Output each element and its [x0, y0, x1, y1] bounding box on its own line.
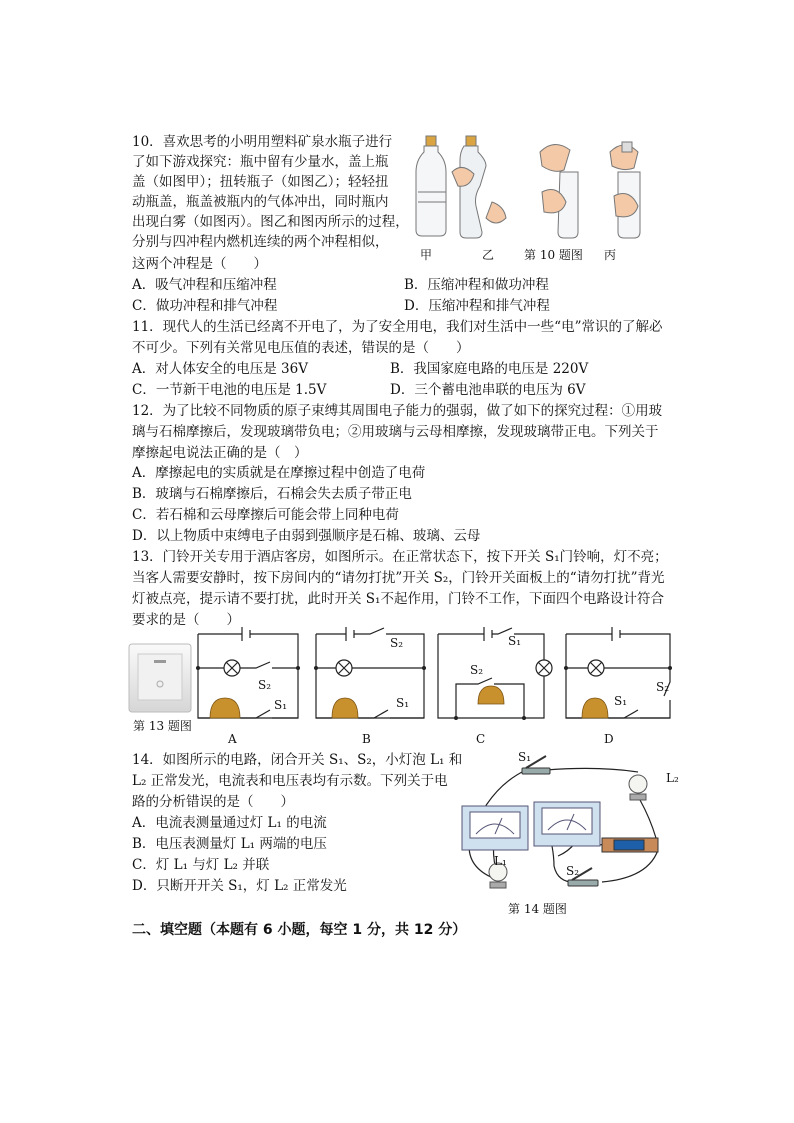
circuit-label-d: D	[604, 732, 614, 746]
bottle-yi-illustration	[452, 136, 506, 238]
q12-option-a: A．摩擦起电的实质就是在摩擦过程中创造了电荷	[132, 465, 426, 481]
section-2-heading: 二、填空题（本题有 6 小题，每空 1 分，共 12 分）	[132, 922, 467, 938]
q10-option-d: D．压缩冲程和排气冲程	[404, 298, 550, 314]
q13-line-2: 当客人需要安静时，按下房间内的“请勿打扰”开关 S₂，门铃开关面板上的“请勿打扰”背光	[132, 570, 665, 586]
q12-line-3: 摩擦起电说法正确的是（ ）	[132, 445, 308, 461]
q10-option-b: B．压缩冲程和做功冲程	[404, 277, 549, 293]
q14-s2-label: S₂	[566, 864, 580, 878]
q12-option-c: C．若石棉和云母摩擦后可能会带上同种电荷	[132, 507, 399, 523]
q14-l2-label: L₂	[666, 771, 679, 785]
q13-line-3: 灯被点亮，提示请不要打扰，此时开关 S₁不起作用，门铃不工作，下面四个电路设计符合	[132, 591, 664, 607]
q10-fig-caption: 第 10 题图	[524, 248, 583, 262]
circuit-label-c: C	[476, 732, 486, 746]
q10-label-yi: 乙	[482, 248, 495, 262]
q12-line-2: 璃与石棉摩擦后，发现玻璃带负电；②用玻璃与云母相摩擦，发现玻璃带正电。下列关于	[132, 424, 659, 440]
ammeter-icon	[534, 802, 600, 846]
q11-option-a: A．对人体安全的电压是 36V	[132, 361, 308, 377]
q14-line-3: 路的分析错误的是（ ）	[132, 794, 294, 810]
circuit-d-s2-label: S₂	[656, 680, 670, 694]
q10-line-6: 分别与四冲程内燃机连续的两个冲程相似，	[132, 234, 389, 250]
circuit-d-s1-label: S₁	[614, 694, 628, 708]
q12-line-1: 12．为了比较不同物质的原子束缚其周围电子能力的强弱，做了如下的探究过程：①用玻	[132, 403, 663, 419]
q10-line-5: 出现白雾（如图丙）。图乙和图丙所示的过程，	[132, 214, 409, 230]
q14-line-2: L₂ 正常发光，电流表和电压表均有示数。下列关于电	[132, 773, 448, 789]
q10-option-c: C．做功冲程和排气冲程	[132, 298, 278, 314]
q11-option-b: B．我国家庭电路的电压是 220V	[390, 361, 589, 377]
circuit-b-s1-label: S₁	[396, 696, 410, 710]
circuit-c-s2-label: S₂	[470, 663, 484, 677]
q11-option-d: D．三个蓄电池串联的电压为 6V	[390, 382, 586, 398]
circuit-a-s2-label: S₂	[258, 678, 272, 692]
q13-circuits	[194, 624, 674, 724]
q10-line-1: 10．喜欢思考的小明用塑料矿泉水瓶子进行	[132, 134, 393, 150]
q10-label-bing: 丙	[604, 248, 617, 262]
q10-line-7: 这两个冲程是（ ）	[132, 256, 267, 272]
q14-line-1: 14．如图所示的电路，闭合开关 S₁、S₂，小灯泡 L₁ 和	[132, 752, 463, 768]
circuit-c-s1-label: S₁	[508, 634, 522, 648]
q10-line-4: 动瓶盖，瓶盖被瓶内的气体冲出，同时瓶内	[132, 194, 389, 210]
circuit-label-b: B	[362, 732, 371, 746]
circuit-label-a: A	[228, 732, 237, 746]
q13-fig-caption: 第 13 题图	[133, 719, 192, 733]
voltmeter-icon	[462, 806, 528, 850]
q10-label-jia: 甲	[420, 248, 433, 262]
q12-option-b: B．玻璃与石棉摩擦后，石棉会失去质子带正电	[132, 486, 412, 502]
q10-line-3: 盖（如图甲）；扭转瓶子（如图乙）；轻轻扭	[132, 174, 389, 190]
circuit-a-s1-label: S₁	[274, 698, 288, 712]
battery-icon	[602, 838, 658, 852]
bottle-bing-hands-illustration	[540, 142, 640, 238]
q14-l1-label: L₁	[494, 854, 507, 868]
q10-option-a: A．吸气冲程和压缩冲程	[132, 277, 277, 293]
q14-option-b: B．电压表测量灯 L₁ 两端的电压	[132, 836, 327, 852]
q14-s1-label: S₁	[518, 750, 532, 764]
q14-option-d: D．只断开开关 S₁，灯 L₂ 正常发光	[132, 878, 347, 894]
q11-line-2: 不可少。下列有关常见电压值的表述，错误的是（ ）	[132, 340, 470, 356]
q12-option-d: D．以上物质中束缚电子由弱到强顺序是石棉、玻璃、云母	[132, 528, 481, 544]
bottle-jia-illustration	[416, 136, 446, 236]
q14-option-a: A．电流表测量通过灯 L₁ 的电流	[132, 815, 327, 831]
q13-line-4: 要求的是（ ）	[132, 612, 240, 628]
q14-fig-caption: 第 14 题图	[508, 902, 567, 916]
q10-figure	[410, 132, 670, 262]
q11-option-c: C．一节新干电池的电压是 1.5V	[132, 382, 327, 398]
q11-line-1: 11．现代人的生活已经离不开电了，为了安全用电，我们对生活中一些“电”常识的了解必	[132, 319, 663, 335]
circuit-b-s2-label: S₂	[390, 636, 404, 650]
q10-line-2: 了如下游戏探究：瓶中留有少量水，盖上瓶	[132, 154, 389, 170]
bulb-l2-icon	[629, 775, 647, 800]
q14-option-c: C．灯 L₁ 与灯 L₂ 并联	[132, 857, 270, 873]
q13-line-1: 13．门铃开关专用于酒店客房，如图所示。在正常状态下，按下开关 S₁门铃响，灯不亮；	[132, 549, 668, 565]
doorbell-switch-panel	[128, 640, 192, 716]
